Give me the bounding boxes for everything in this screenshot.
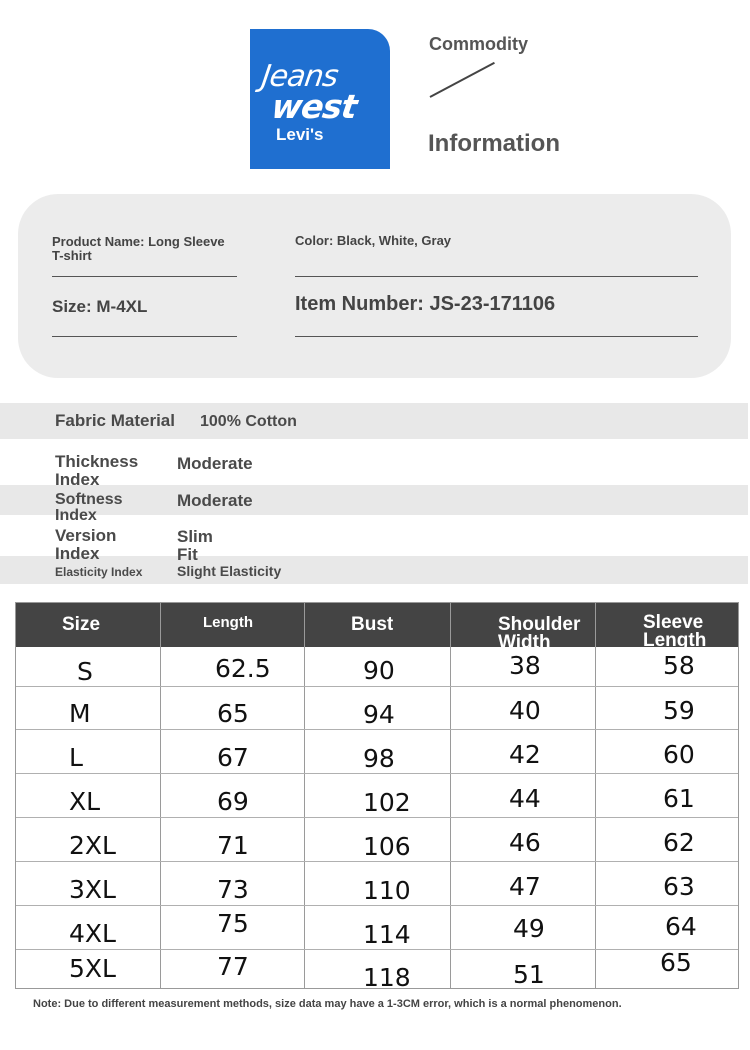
cell-sleeve: 64 — [665, 912, 697, 941]
cell-length: 75 — [217, 909, 249, 938]
header-shoulder-width: Shoulder Width — [498, 614, 581, 653]
divider — [52, 336, 237, 337]
cell-bust: 106 — [363, 832, 411, 861]
product-name: Product Name: Long Sleeve T-shirt — [52, 234, 225, 263]
header-size: Size — [62, 614, 101, 635]
brand-logo — [250, 29, 390, 169]
cell-shoulder: 47 — [509, 872, 541, 901]
attr-value: 100% Cotton — [200, 413, 297, 430]
row-divider — [16, 949, 738, 950]
cell-sleeve: 61 — [663, 784, 695, 813]
attr-value: Moderate — [177, 491, 253, 510]
divider — [295, 336, 698, 337]
attr-label: Elasticity Index — [55, 565, 143, 579]
product-size: Size: M-4XL — [52, 297, 148, 316]
cell-shoulder: 42 — [509, 740, 541, 769]
cell-bust: 118 — [363, 963, 411, 992]
product-info-panel — [18, 194, 731, 378]
row-divider — [16, 861, 738, 862]
product-color: Color: Black, White, Gray — [295, 233, 452, 248]
attr-value: Slight Elasticity — [177, 563, 282, 579]
cell-shoulder: 46 — [509, 828, 541, 857]
cell-shoulder: 44 — [509, 784, 541, 813]
header-sleeve-length: Sleeve Length — [643, 612, 707, 651]
cell-size: 4XL — [69, 919, 116, 948]
divider — [295, 276, 698, 277]
cell-sleeve: 63 — [663, 872, 695, 901]
cell-size: 3XL — [69, 875, 116, 904]
cell-size: 5XL — [69, 954, 116, 983]
cell-length: 71 — [217, 831, 249, 860]
cell-length: 67 — [217, 743, 249, 772]
cell-bust: 94 — [363, 700, 395, 729]
cell-sleeve: 60 — [663, 740, 695, 769]
logo-text-line2: west — [269, 87, 360, 126]
cell-length: 69 — [217, 787, 249, 816]
row-divider — [16, 729, 738, 730]
column-divider — [450, 603, 451, 988]
header-divider — [430, 62, 495, 98]
attr-value: Slim Fit — [177, 527, 213, 564]
cell-bust: 102 — [363, 788, 411, 817]
cell-length: 62.5 — [215, 654, 271, 683]
cell-length: 73 — [217, 875, 249, 904]
header-information: Information — [428, 130, 560, 157]
size-table — [15, 602, 739, 992]
attr-label: Thickness Index — [55, 452, 139, 489]
cell-sleeve: 65 — [660, 948, 692, 977]
cell-size: L — [69, 743, 83, 772]
cell-bust: 98 — [363, 744, 395, 773]
attr-label: Fabric Material — [55, 411, 175, 430]
attr-label: Softness Index — [55, 491, 123, 524]
cell-size: S — [77, 657, 93, 686]
product-item-number: Item Number: JS-23-171106 — [295, 293, 556, 315]
header-bust: Bust — [351, 614, 394, 635]
cell-sleeve: 58 — [663, 651, 695, 680]
cell-sleeve: 59 — [663, 696, 695, 725]
measurement-note: Note: Due to different measurement methods, size data may have a 1-3CM error, which is a normal phenomenon. — [33, 998, 622, 1010]
cell-shoulder: 40 — [509, 696, 541, 725]
row-divider — [16, 817, 738, 818]
header-commodity: Commodity — [429, 34, 528, 54]
cell-size: 2XL — [69, 831, 116, 860]
cell-bust: 114 — [363, 920, 411, 949]
logo-text-line1: Jeans — [259, 59, 340, 94]
column-divider — [160, 603, 161, 988]
cell-length: 65 — [217, 699, 249, 728]
cell-sleeve: 62 — [663, 828, 695, 857]
cell-size: M — [69, 699, 91, 728]
cell-shoulder: 38 — [509, 651, 541, 680]
logo-subtext: Levi's — [276, 125, 324, 144]
cell-bust: 90 — [363, 656, 395, 685]
attr-label: Version Index — [55, 526, 117, 563]
cell-bust: 110 — [363, 876, 411, 905]
header-length: Length — [203, 614, 253, 631]
row-divider — [16, 773, 738, 774]
cell-shoulder: 51 — [513, 960, 545, 989]
column-divider — [595, 603, 596, 988]
cell-size: XL — [69, 787, 101, 816]
attr-value: Moderate — [177, 454, 253, 473]
divider — [52, 276, 237, 277]
cell-shoulder: 49 — [513, 914, 545, 943]
row-divider — [16, 686, 738, 687]
row-divider — [16, 905, 738, 906]
column-divider — [304, 603, 305, 988]
cell-length: 77 — [217, 952, 249, 981]
